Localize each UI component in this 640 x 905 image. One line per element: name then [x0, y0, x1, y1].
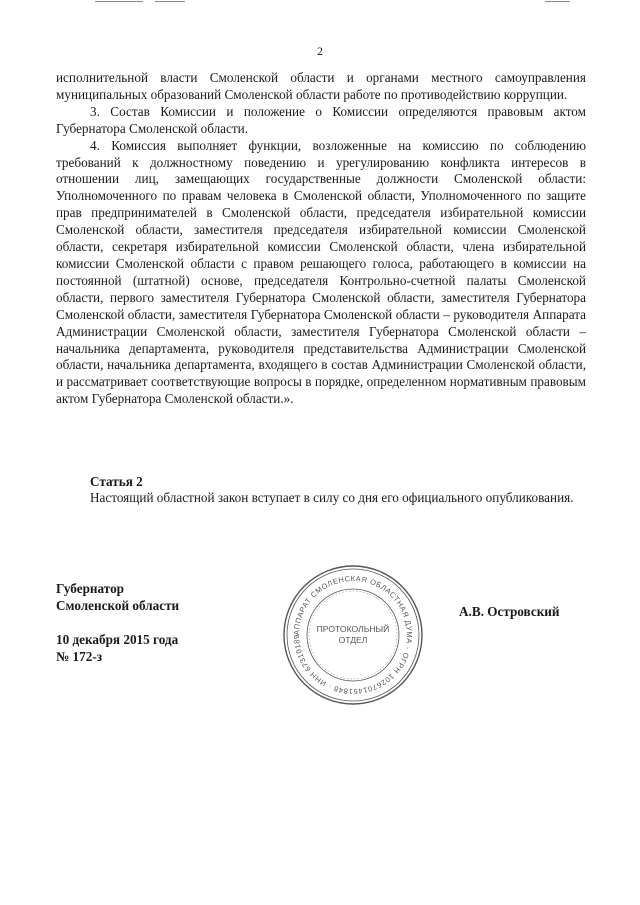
- paragraph-item-4: 4. Комиссия выполняет функции, возложенные на комиссию по соблюдению требований к должностному поведению и урегулированию конфликта интересов в отношении лиц, замещающих государственные должности Смоленской области: Уполномоченного по правам человека в Смоленской области, Уполномоченного по защите прав предпринимателей в Смоленской области, председателя избирательной комиссии Смоленской области, заместителя председателя избирательной комиссии Смоленской области, секретаря избирательной комиссии Смоленской области, члена избирательной комиссии Смоленской области с правом решающего голоса, работающего в комиссии на постоянной (штатной) основе, председателя Контрольно-счетной палаты Смоленской области, первого заместителя Губернатора Смоленской области, заместителя Губернатора Смоленской области, заместителя Губернатора Смоленской области – руководителя Аппарата Администрации Смоленской области, заместителя Губернатора Смоленской области – начальника департамента, руководителя представительства Администрации Смоленской области, начальника департамента, входящего в состав Администрации Смоленской области, и рассматривает соответствующие вопросы в порядке, определенном нормативным правовым актом Губернатора Смоленской области.».: [56, 137, 586, 407]
- page-number: 2: [317, 44, 323, 58]
- paragraph-continuation: исполнительной власти Смоленской области и органами местного самоуправления муниципальных образований Смоленской области работе по противодействию коррупции.: [56, 70, 586, 102]
- scan-artifact: [545, 1, 570, 2]
- stamp-outer-text: АППАРАТ СМОЛЕНСКАЯ ОБЛАСТНАЯ ДУМА · ОГРН 1026701451848 · ИНН 67310189: [291, 573, 415, 697]
- paragraph-item-3: 3. Состав Комиссии и положение о Комиссии определяются правовым актом Губернатора Смоленской области.: [56, 103, 586, 136]
- signatory-title-line2: Смоленской области: [56, 598, 180, 613]
- law-date: 10 декабря 2015 года: [56, 632, 179, 647]
- stamp-center-line1: ПРОТОКОЛЬНЫЙ: [316, 624, 390, 634]
- document-body: [56, 70, 586, 408]
- scan-artifact: [155, 1, 185, 2]
- article-text: Настоящий областной закон вступает в силу со дня его официального опубликования.: [90, 490, 574, 505]
- signatory-name: А.В. Островский: [459, 604, 560, 619]
- article-heading: Статья 2: [90, 474, 143, 489]
- law-date-number: [56, 631, 178, 665]
- stamp-center-line2: ОТДЕЛ: [338, 635, 368, 645]
- law-number: № 172-з: [56, 649, 103, 664]
- stamp-center: [282, 564, 424, 706]
- scan-artifact: [95, 1, 143, 2]
- signatory-title-line1: Губернатор: [56, 581, 124, 596]
- signatory-title: [56, 580, 179, 614]
- official-stamp: [282, 564, 424, 706]
